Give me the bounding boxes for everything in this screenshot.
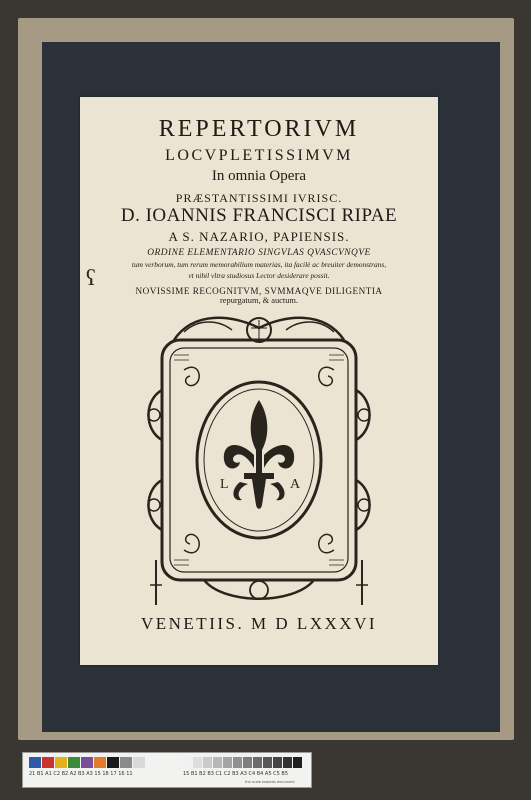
- grey-step-patch: [243, 757, 252, 768]
- color-patch: [29, 757, 41, 768]
- title-line-2: LOCVPLETISSIMVM: [165, 147, 353, 164]
- color-patch: [133, 757, 145, 768]
- grey-step-patch: [253, 757, 262, 768]
- author-origin: A S. NAZARIO, PAPIENSIS.: [168, 229, 350, 244]
- device-letter-left: L: [220, 477, 229, 492]
- description-line-3: vt nihil vltra studiosus Lector desiderare possit.: [188, 271, 330, 280]
- color-patch: [68, 757, 80, 768]
- grey-step-patch: [223, 757, 232, 768]
- grey-step-patch: [203, 757, 212, 768]
- scale-numbers-left: 21 B1 A1 C2 B2 A2 B3 A3 15 18 17 16 11: [29, 771, 133, 777]
- title-line-1: REPERTORIVM: [158, 116, 360, 142]
- edition-line-1: NOVISSIME RECOGNITVM, SVMMAQVE DILIGENTIA: [135, 286, 383, 296]
- color-patch: [120, 757, 132, 768]
- color-patch: [107, 757, 119, 768]
- scale-caption: the scale towards document: [245, 780, 295, 784]
- description-line-2: tum verborum, tum rerum memorabilium materias, ita facilè ac breuiter demonstrans,: [131, 260, 387, 269]
- grey-step-patch: [183, 757, 192, 768]
- title-line-4: PRÆSTANTISSIMI IVRISC.: [175, 191, 343, 205]
- grey-step-patch: [293, 757, 302, 768]
- margin-mark: ʕ: [86, 265, 96, 290]
- color-patch: [81, 757, 93, 768]
- grey-step-patch: [193, 757, 202, 768]
- title-page: [80, 97, 438, 665]
- grey-step-patch: [213, 757, 222, 768]
- color-patch: [55, 757, 67, 768]
- grey-step-patch: [233, 757, 242, 768]
- grey-step-patch: [283, 757, 292, 768]
- description-line-1: ORDINE ELEMENTARIO SINGVLAS QVASCVNQVE: [147, 248, 371, 258]
- grey-step-patch: [263, 757, 272, 768]
- grey-step-patch: [273, 757, 282, 768]
- title-line-3: In omnia Opera: [211, 168, 307, 184]
- color-scale-bar: [22, 752, 312, 788]
- device-letter-right: A: [290, 477, 301, 492]
- author-name: D. IOANNIS FRANCISCI RIPAE: [120, 205, 398, 226]
- printer-device-woodcut: [144, 310, 374, 610]
- color-patch: [94, 757, 106, 768]
- imprint: VENETIIS. M D LXXXVI: [140, 614, 378, 633]
- color-patch: [42, 757, 54, 768]
- scale-numbers-right: 15 B1 B2 B3 C1 C2 B3 A3 C4 B4 A5 C5 B5: [183, 771, 288, 777]
- edition-line-2: repurgatum, & auctum.: [220, 296, 298, 305]
